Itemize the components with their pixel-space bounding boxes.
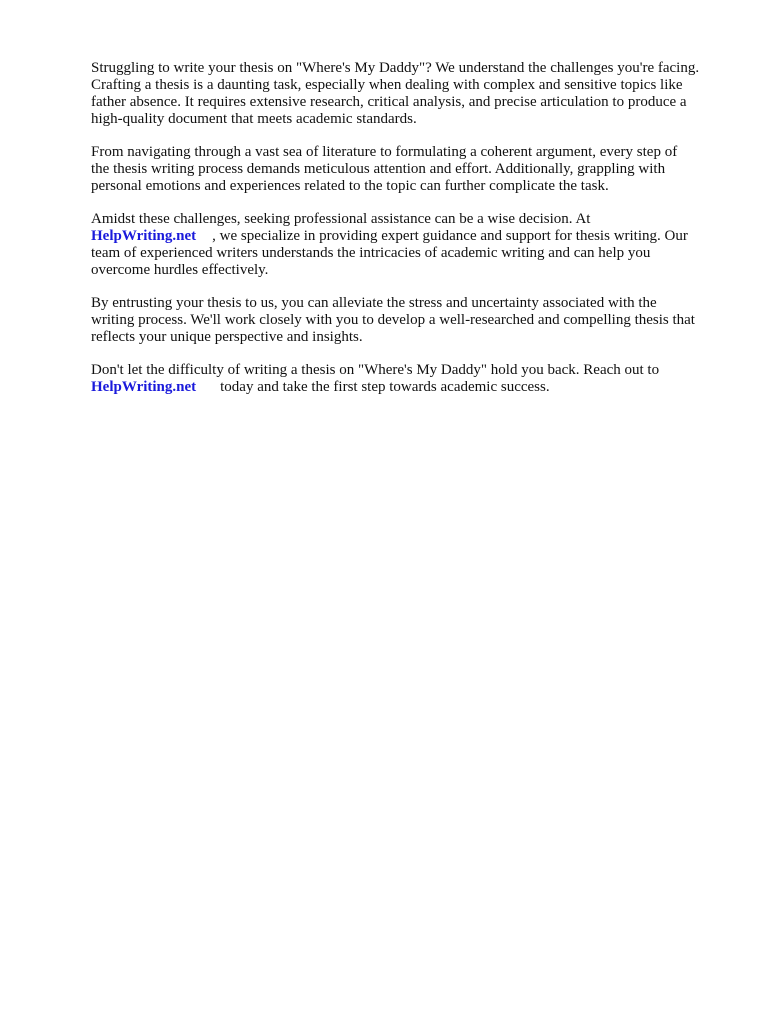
text-line: father absence. It requires extensive research, critical analysis, and precise articulation to produce a [91,94,687,110]
helpwriting-link[interactable]: HelpWriting.net [91,379,197,395]
text-line: reflects your unique perspective and insights. [91,329,363,345]
paragraph-literature [91,144,731,195]
text-line: personal emotions and experiences related to the topic can further complicate the task. [91,178,609,194]
text-line: Struggling to write your thesis on "Where's My Daddy"? We understand the challenges you're facing. [91,60,700,76]
paragraph-call-to-action [91,362,731,396]
text-line: Don't let the difficulty of writing a thesis on "Where's My Daddy" hold you back. Reach out to [91,362,660,378]
document-body [91,60,731,412]
text-line: Crafting a thesis is a daunting task, especially when dealing with complex and sensitive topics like [91,77,683,93]
text-line: From navigating through a vast sea of literature to formulating a coherent argument, every step of [91,144,678,160]
text-line: writing process. We'll work closely with you to develop a well-researched and compelling thesis that [91,312,695,328]
text-line: overcome hurdles effectively. [91,262,269,278]
helpwriting-link[interactable]: HelpWriting.net [91,228,197,244]
text-line-with-link [91,228,731,245]
text-line: Amidst these challenges, seeking professional assistance can be a wise decision. At [91,211,591,227]
paragraph-intro [91,60,731,128]
text-fragment: , we specialize in providing expert guidance and support for thesis writing. Our [212,228,688,244]
paragraph-assistance [91,211,731,279]
text-line-with-link [91,379,731,396]
text-line: By entrusting your thesis to us, you can alleviate the stress and uncertainty associated with the [91,295,657,311]
text-line: high-quality document that meets academic standards. [91,111,417,127]
text-line: the thesis writing process demands meticulous attention and effort. Additionally, grappling with [91,161,666,177]
text-line: team of experienced writers understands the intricacies of academic writing and can help you [91,245,651,261]
paragraph-entrusting [91,295,731,346]
text-fragment: today and take the first step towards academic success. [220,379,550,395]
